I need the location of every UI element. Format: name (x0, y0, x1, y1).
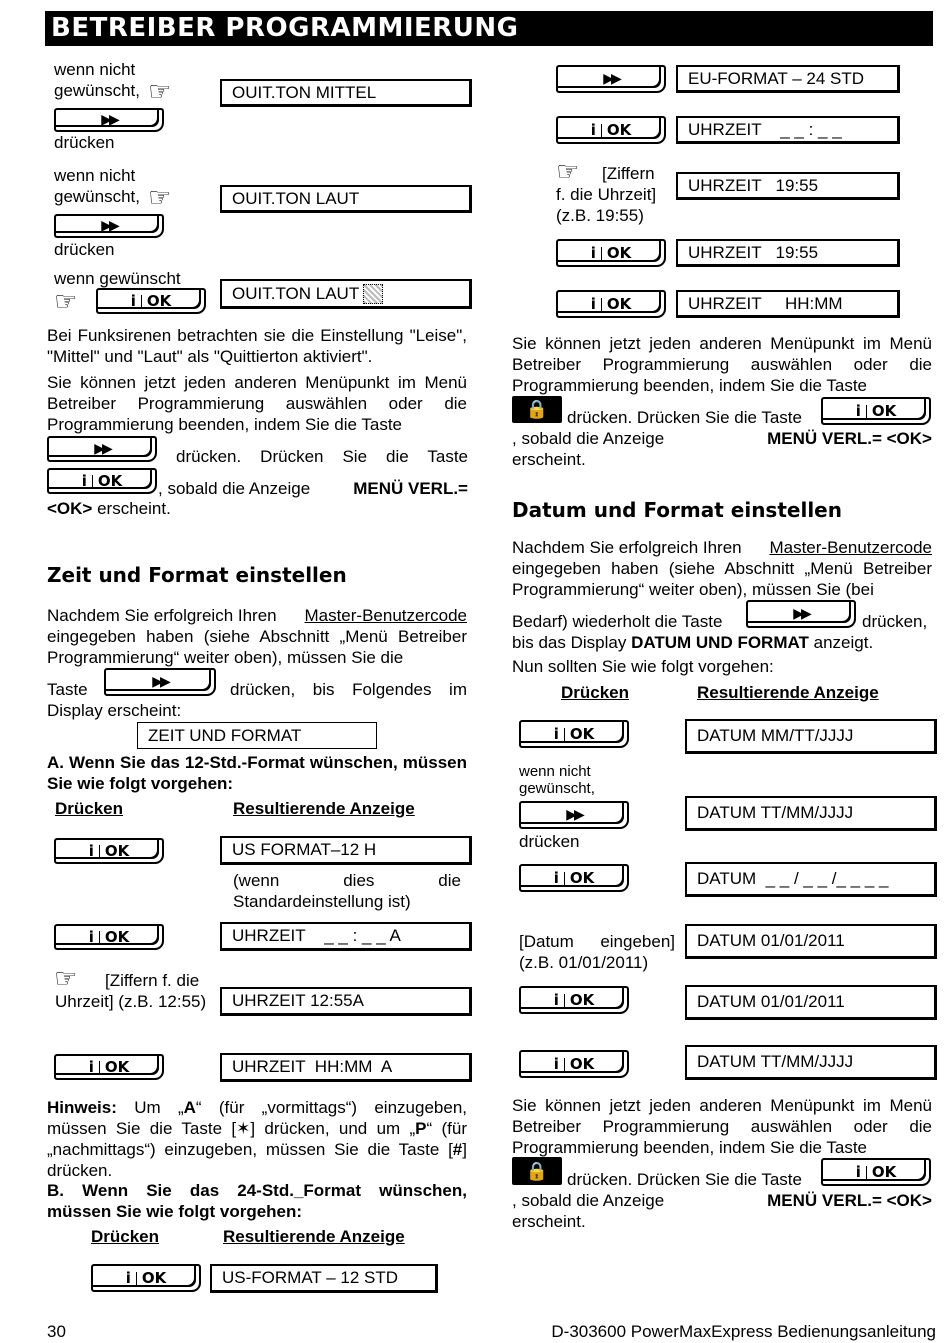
paragraph: Sie können jetzt jeden anderen Menüpunkt im Menü Betreiber Programmierung auswählen oder die Programmierung beenden, indem Sie die Taste (47, 373, 467, 434)
display-readout: OUIT.TON LAUT (220, 185, 472, 213)
hand-icon: ☞ (556, 156, 580, 186)
next-button[interactable]: ▶▶ (746, 600, 856, 628)
paragraph: , sobald die Anzeige MENÜ VERL.= (158, 479, 468, 498)
display-readout: US FORMAT–12 H (220, 836, 472, 865)
display-readout: US-FORMAT – 12 STD (210, 1264, 438, 1293)
step-text: drücken (54, 240, 115, 259)
paragraph: Sie können jetzt jeden anderen Menüpunkt im Menü Betreiber Programmierung auswählen oder die Programmierung beenden, indem Sie die Taste (512, 334, 932, 395)
hand-icon: ☞ (148, 182, 172, 212)
step-heading: B. Wenn Sie das 24-Std._Format wünschen, müssen Sie wie folgt vorgehen: (47, 1181, 467, 1221)
step-text: wenn nicht gewünscht, (54, 166, 140, 206)
display-readout: UHRZEIT 19:55 (676, 239, 900, 267)
paragraph: erscheint. (512, 450, 586, 469)
paragraph: <OK> erscheint. (47, 499, 171, 518)
paragraph: drücken. Drücken Sie die Taste (567, 408, 802, 427)
paragraph: Bedarf) wiederholt die Taste (512, 612, 723, 631)
display-readout: DATUM _ _ / _ _ /_ _ _ _ (685, 862, 937, 897)
display-readout: DATUM TT/MM/JJJJ (685, 1045, 937, 1080)
ok-button[interactable]: i OK (91, 1264, 201, 1292)
page-number: 30 (47, 1322, 66, 1341)
paragraph: drücken, bis Folgendes im (230, 680, 467, 699)
next-button[interactable]: ▶▶ (47, 436, 157, 462)
document-id: D-303600 PowerMaxExpress Bedienungsanleitung (551, 1322, 936, 1341)
step-text: [Ziffern f. die Uhrzeit] (z.B. 12:55) (55, 971, 207, 1011)
step-text: drücken (54, 133, 115, 152)
column-header-press: Drücken (55, 799, 124, 818)
column-header-result: Resultierende Anzeige (697, 683, 879, 702)
paragraph: Nachdem Sie erfolgreich Ihren Master-Benutzercode (47, 606, 467, 625)
paragraph: Taste (47, 680, 88, 699)
paragraph: Display erscheint: (47, 701, 182, 720)
ok-button[interactable]: i OK (519, 1050, 629, 1078)
display-readout: ZEIT UND FORMAT (137, 722, 377, 749)
paragraph: Sie können jetzt jeden anderen Menüpunkt im Menü Betreiber Programmierung auswählen oder die Programmierung beenden, indem Sie die Taste (512, 1096, 932, 1157)
display-readout: UHRZEIT _ _ : _ _ A (220, 922, 472, 951)
hand-icon: ☞ (54, 286, 78, 316)
display-readout: EU-FORMAT – 24 STD (676, 65, 900, 93)
paragraph: drücken, (862, 612, 928, 631)
paragraph: bis das Display DATUM UND FORMAT anzeigt. (512, 633, 874, 652)
next-button[interactable]: ▶▶ (519, 801, 629, 829)
lock-icon[interactable]: 🔒 (512, 1157, 562, 1185)
column-header-press: Drücken (561, 683, 630, 702)
paragraph: eingegeben haben (siehe Abschnitt „Menü Betreiber Programmierung“ weiter oben), müssen Sie die (47, 627, 467, 667)
section-title: Datum und Format einstellen (512, 498, 842, 522)
display-readout: UHRZEIT HH:MM A (220, 1053, 472, 1082)
hand-icon: ☞ (148, 76, 172, 106)
ok-button[interactable]: i OK (556, 290, 666, 318)
ok-button[interactable]: i OK (556, 239, 666, 267)
display-readout: UHRZEIT 19:55 (676, 172, 900, 200)
paragraph: Nachdem Sie erfolgreich Ihren Master-Benutzercode (512, 538, 932, 557)
step-text: [Datum eingeben] (z.B. 01/01/2011) (519, 932, 675, 972)
ok-button[interactable]: i OK (519, 720, 629, 748)
paragraph: erscheint. (512, 1212, 586, 1231)
ok-button[interactable]: i OK (47, 468, 157, 494)
ok-button[interactable]: i OK (556, 116, 666, 144)
paragraph: , sobald die Anzeige MENÜ VERL.= <OK> (512, 1191, 932, 1210)
step-text: wenn nicht gewünscht, (519, 763, 595, 797)
display-note: (wenn dies die Standardeinstellung ist) (233, 871, 461, 911)
column-header-result: Resultierende Anzeige (223, 1227, 405, 1246)
step-heading: A. Wenn Sie das 12-Std.-Format wünschen, müssen Sie wie folgt vorgehen: (47, 753, 467, 793)
note-paragraph: Bei Funksirenen betrachten sie die Einstellung "Leise", "Mittel" und "Laut" als "Quittierton aktiviert". (47, 326, 467, 366)
hand-icon: ☞ (54, 963, 78, 993)
ok-button[interactable]: i OK (54, 924, 164, 950)
display-readout: OUIT.TON MITTEL (220, 79, 472, 107)
step-text: wenn gewünscht (54, 269, 181, 288)
display-readout: UHRZEIT _ _ : _ _ (676, 116, 900, 144)
page-header: BETREIBER PROGRAMMIERUNG (45, 11, 933, 46)
ok-button[interactable]: i OK (54, 838, 164, 864)
step-text: wenn nicht gewünscht, (54, 60, 140, 100)
cursor-icon (363, 284, 383, 304)
display-readout: OUIT.TON LAUT (220, 279, 472, 309)
next-button[interactable]: ▶▶ (556, 65, 666, 93)
paragraph: Nun sollten Sie wie folgt vorgehen: (512, 657, 774, 676)
step-text: drücken (519, 832, 580, 851)
paragraph: eingegeben haben (siehe Abschnitt „Menü Betreiber Programmierung“ weiter oben), müssen Sie (bei (512, 559, 932, 599)
display-readout: DATUM 01/01/2011 (685, 924, 937, 959)
paragraph: , sobald die Anzeige MENÜ VERL.= <OK> (512, 429, 932, 448)
lock-icon[interactable]: 🔒 (512, 396, 562, 423)
ok-button[interactable]: i OK (54, 1054, 164, 1080)
ok-button[interactable]: i OK (821, 397, 931, 425)
column-header-press: Drücken (91, 1227, 160, 1246)
display-readout: UHRZEIT HH:MM (676, 290, 900, 318)
section-title: Zeit und Format einstellen (47, 563, 347, 587)
display-readout: DATUM MM/TT/JJJJ (685, 719, 937, 754)
ok-button[interactable]: i OK (96, 288, 206, 314)
display-readout: DATUM 01/01/2011 (685, 985, 937, 1020)
display-readout: UHRZEIT 12:55A (220, 987, 472, 1016)
next-button[interactable]: ▶▶ (104, 668, 216, 696)
next-button[interactable]: ▶▶ (54, 108, 164, 132)
next-button[interactable]: ▶▶ (54, 214, 164, 238)
ok-button[interactable]: i OK (821, 1158, 931, 1186)
hint-paragraph: Hinweis: Um „A“ (für „vormittags“) einzugeben, müssen Sie die Taste [✶] drücken, und um „P“ (für „nachmittags“) einzugeben, müssen Sie die Taste [#] drücken. (47, 1098, 467, 1180)
column-header-result: Resultierende Anzeige (233, 799, 415, 818)
paragraph: drücken. Drücken Sie die Taste (176, 447, 468, 466)
step-text: [Ziffern f. die Uhrzeit] (z.B. 19:55) (556, 164, 657, 225)
paragraph: drücken. Drücken Sie die Taste (567, 1170, 802, 1189)
ok-button[interactable]: i OK (519, 864, 629, 892)
ok-button[interactable]: i OK (519, 986, 629, 1014)
display-readout: DATUM TT/MM/JJJJ (685, 796, 937, 831)
